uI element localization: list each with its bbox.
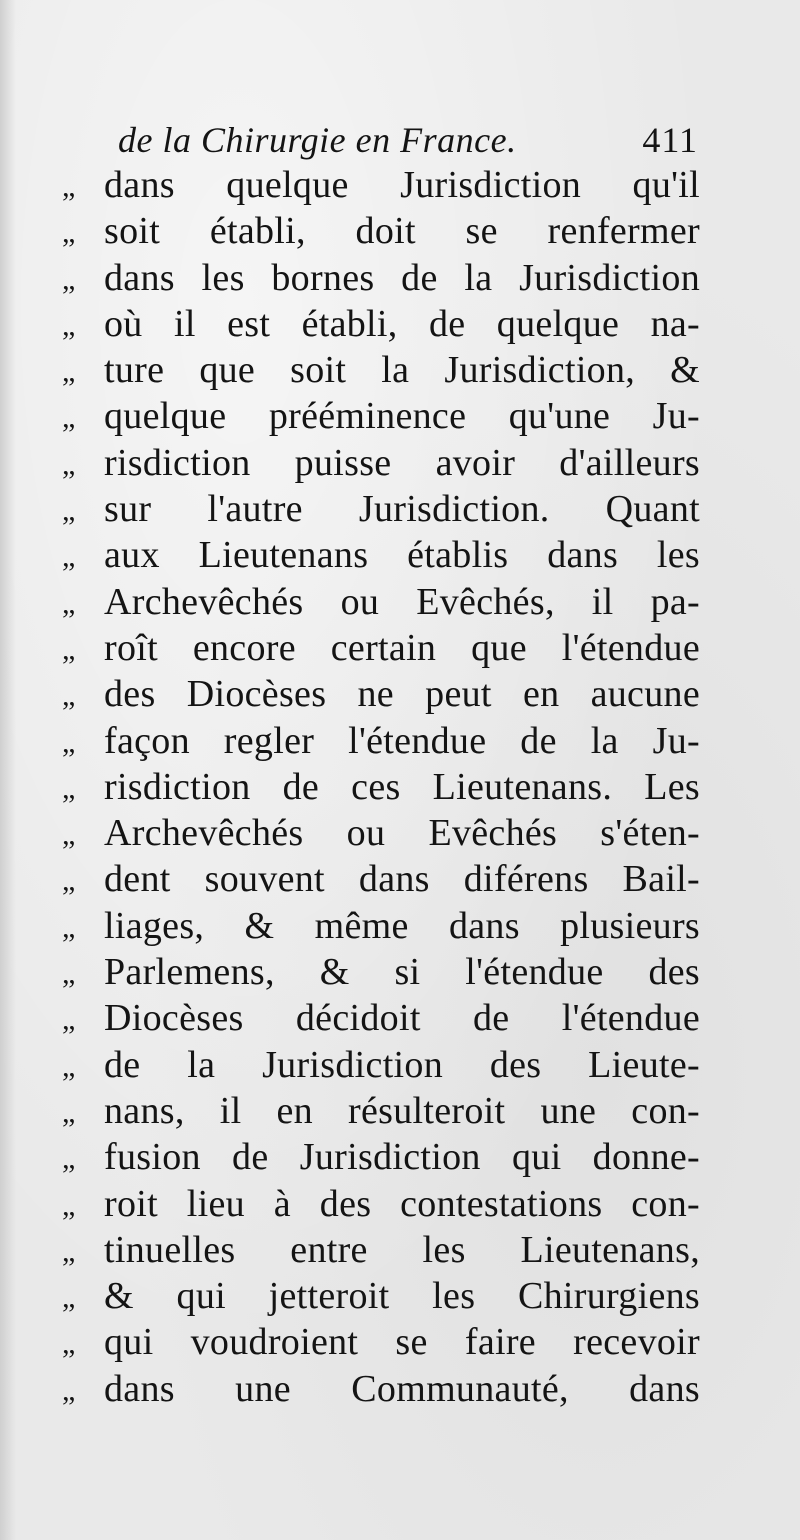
text-line <box>62 393 702 439</box>
line-text: soit établi, doit se renfermer <box>104 210 700 253</box>
quotation-mark: „ <box>62 355 74 389</box>
quotation-mark: „ <box>62 957 74 991</box>
quotation-mark: „ <box>62 401 74 435</box>
line-text: risdiction de ces Lieutenans. Les <box>104 765 700 808</box>
line-text: dans les bornes de la Jurisdiction <box>104 256 700 299</box>
text-line <box>62 1227 702 1273</box>
quotation-mark: „ <box>62 170 74 203</box>
line-text: liages, & même dans plusieurs <box>104 904 700 947</box>
text-line <box>62 856 702 902</box>
text-line <box>62 162 702 208</box>
quotation-mark: „ <box>62 1049 74 1083</box>
line-text: de la Jurisdiction des Lieute- <box>104 1043 700 1086</box>
text-line <box>62 1088 702 1134</box>
quotation-mark: „ <box>62 540 74 574</box>
line-text: roît encore certain que l'étendue <box>104 626 700 669</box>
text-line <box>62 671 702 717</box>
quotation-mark: „ <box>62 910 74 944</box>
quotation-mark: „ <box>62 262 74 296</box>
quotation-mark: „ <box>62 447 74 481</box>
text-line <box>62 810 702 856</box>
line-text: Parlemens, & si l'étendue des <box>104 951 700 994</box>
body-text <box>62 162 702 1412</box>
text-line <box>62 1134 702 1180</box>
line-text: & qui jetteroit les Chirurgiens <box>104 1275 700 1318</box>
quotation-mark: „ <box>62 771 74 805</box>
line-text: sur l'autre Jurisdiction. Quant <box>104 488 700 531</box>
line-text: tinuelles entre les Lieutenans, <box>104 1228 700 1271</box>
quotation-mark: „ <box>62 725 74 759</box>
text-line <box>62 625 702 671</box>
quotation-mark: „ <box>62 679 74 713</box>
text-line <box>62 347 702 393</box>
text-line <box>62 1319 702 1365</box>
line-text: risdiction puisse avoir d'ailleurs <box>104 441 700 484</box>
text-line <box>62 949 702 995</box>
text-line <box>62 208 702 254</box>
text-line <box>62 764 702 810</box>
quotation-mark: „ <box>62 1281 74 1315</box>
text-line <box>62 532 702 578</box>
line-text: Archevêchés ou Evêchés s'éten- <box>104 812 700 855</box>
quotation-mark: „ <box>62 1327 74 1361</box>
text-line <box>62 1042 702 1088</box>
quotation-mark: „ <box>62 308 74 342</box>
line-text: ture que soit la Jurisdiction, & <box>104 349 700 392</box>
line-text: dans une Communauté, dans <box>104 1367 700 1410</box>
page-gutter-shadow <box>0 0 16 1540</box>
line-text: Diocèses décidoit de l'étendue <box>104 997 700 1040</box>
text-line <box>62 255 702 301</box>
quotation-mark: „ <box>62 632 74 666</box>
line-text: Archevêchés ou Evêchés, il pa- <box>104 580 700 623</box>
line-text: où il est établi, de quelque na- <box>104 302 700 345</box>
line-text: fusion de Jurisdiction qui donne- <box>104 1136 700 1179</box>
text-line <box>62 903 702 949</box>
line-text: dans quelque Jurisdiction qu'il <box>104 164 700 206</box>
page-header <box>118 118 698 162</box>
quotation-mark: „ <box>62 586 74 620</box>
quotation-mark: „ <box>62 494 74 528</box>
page-number: 411 <box>642 120 698 160</box>
text-line <box>62 301 702 347</box>
line-text: des Diocèses ne peut en aucune <box>104 673 700 716</box>
quotation-mark: „ <box>62 1373 74 1407</box>
quotation-mark: „ <box>62 818 74 852</box>
line-text: quelque prééminence qu'une Ju- <box>104 395 700 438</box>
quotation-mark: „ <box>62 864 74 898</box>
line-text: roit lieu à des contestations con- <box>104 1182 700 1225</box>
line-text: qui voudroient se faire recevoir <box>104 1321 700 1364</box>
text-line <box>62 995 702 1041</box>
quotation-mark: „ <box>62 1188 74 1222</box>
quotation-mark: „ <box>62 1142 74 1176</box>
text-line <box>62 1273 702 1319</box>
text-line <box>62 486 702 532</box>
quotation-mark: „ <box>62 1095 74 1129</box>
quotation-mark: „ <box>62 216 74 250</box>
text-line <box>62 1181 702 1227</box>
line-text: dent souvent dans diférens Bail- <box>104 858 700 901</box>
text-line <box>62 718 702 764</box>
line-text: nans, il en résulteroit une con- <box>104 1089 700 1132</box>
text-line <box>62 1366 702 1412</box>
quotation-mark: „ <box>62 1234 74 1268</box>
quotation-mark: „ <box>62 1003 74 1037</box>
text-line <box>62 579 702 625</box>
line-text: façon regler l'étendue de la Ju- <box>104 719 700 762</box>
running-title: de la Chirurgie en France. <box>118 120 517 160</box>
line-text: aux Lieutenans établis dans les <box>104 534 700 577</box>
text-line <box>62 440 702 486</box>
